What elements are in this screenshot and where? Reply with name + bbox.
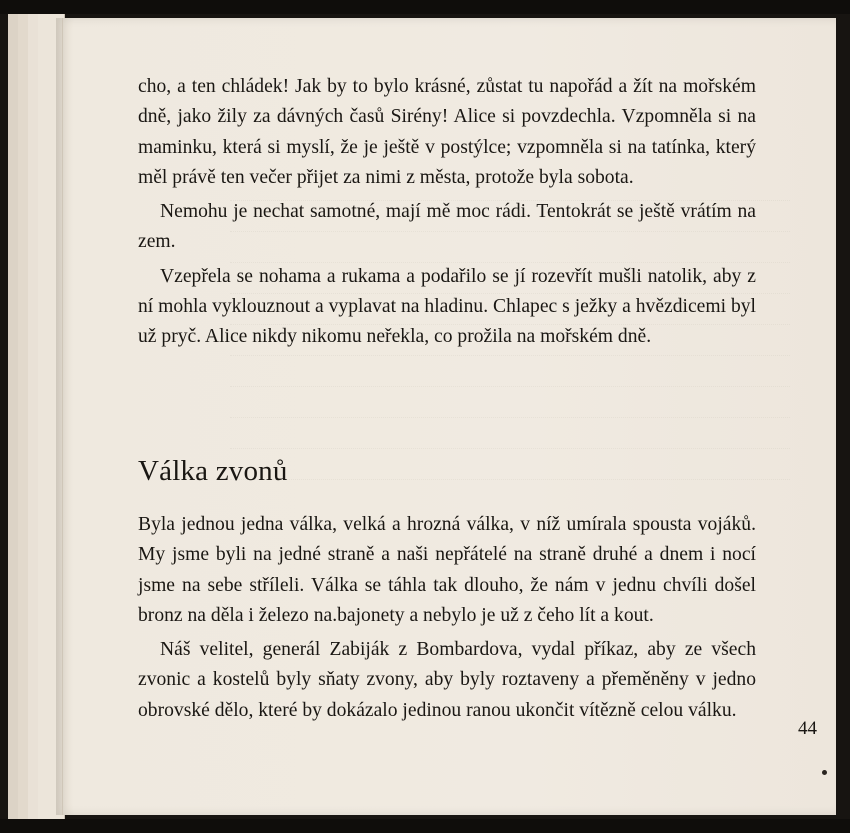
scan-bottom-border	[0, 819, 850, 833]
page-gutter-line	[62, 18, 63, 815]
scan-top-border	[0, 0, 850, 14]
page-number: 44	[798, 718, 817, 739]
paragraph: cho, a ten chládek! Jak by to bylo krásné, zůstat tu napořád a žít na mořském dně, jako žily za dávných časů Sirény! Alice si povzdechla. Vzpomněla si na maminku, která si myslí, že je ještě v postýlce; vzpomněla si na tatínka, který měl právě ten večer přijet za nimi z města, protože byla sobota.	[138, 76, 756, 188]
chapter-heading: Válka zvonů	[138, 455, 288, 487]
story-text-top	[138, 72, 756, 353]
paragraph: Byla jednou jedna válka, velká a hrozná válka, v níž umírala spousta vojáků. My jsme byli na jedné straně a naši nepřátelé na straně druhé a dnem i nocí jsme na sebe stříleli. Válka se táhla tak dlouho, že nám v jednu chvíli došel bronz na děla i železo na.bajonety a nebylo je už z čeho lít a kout.	[138, 514, 756, 626]
paragraph: Nemohu je nechat samotné, mají mě moc rádi. Tentokrát se ještě vrátím na zem.	[138, 201, 756, 253]
story-text-bottom	[138, 510, 756, 726]
paragraph: Náš velitel, generál Zabiják z Bombardova, vydal příkaz, aby ze všech zvonic a kostelů byly sňaty zvony, aby byly roztaveny a přeměněny v jedno obrovské dělo, které by dokázalo jedinou ranou ukončit vítězně celou válku.	[138, 639, 756, 721]
ink-spot	[822, 770, 827, 775]
paragraph: Vzepřela se nohama a rukama a podařilo se jí rozevřít mušli natolik, aby z ní mohla vyklouznout a vyplavat na hladinu. Chlapec s ježky a hvězdicemi byl už pryč. Alice nikdy nikomu neřekla, co prožila na mořském dně.	[138, 265, 756, 348]
